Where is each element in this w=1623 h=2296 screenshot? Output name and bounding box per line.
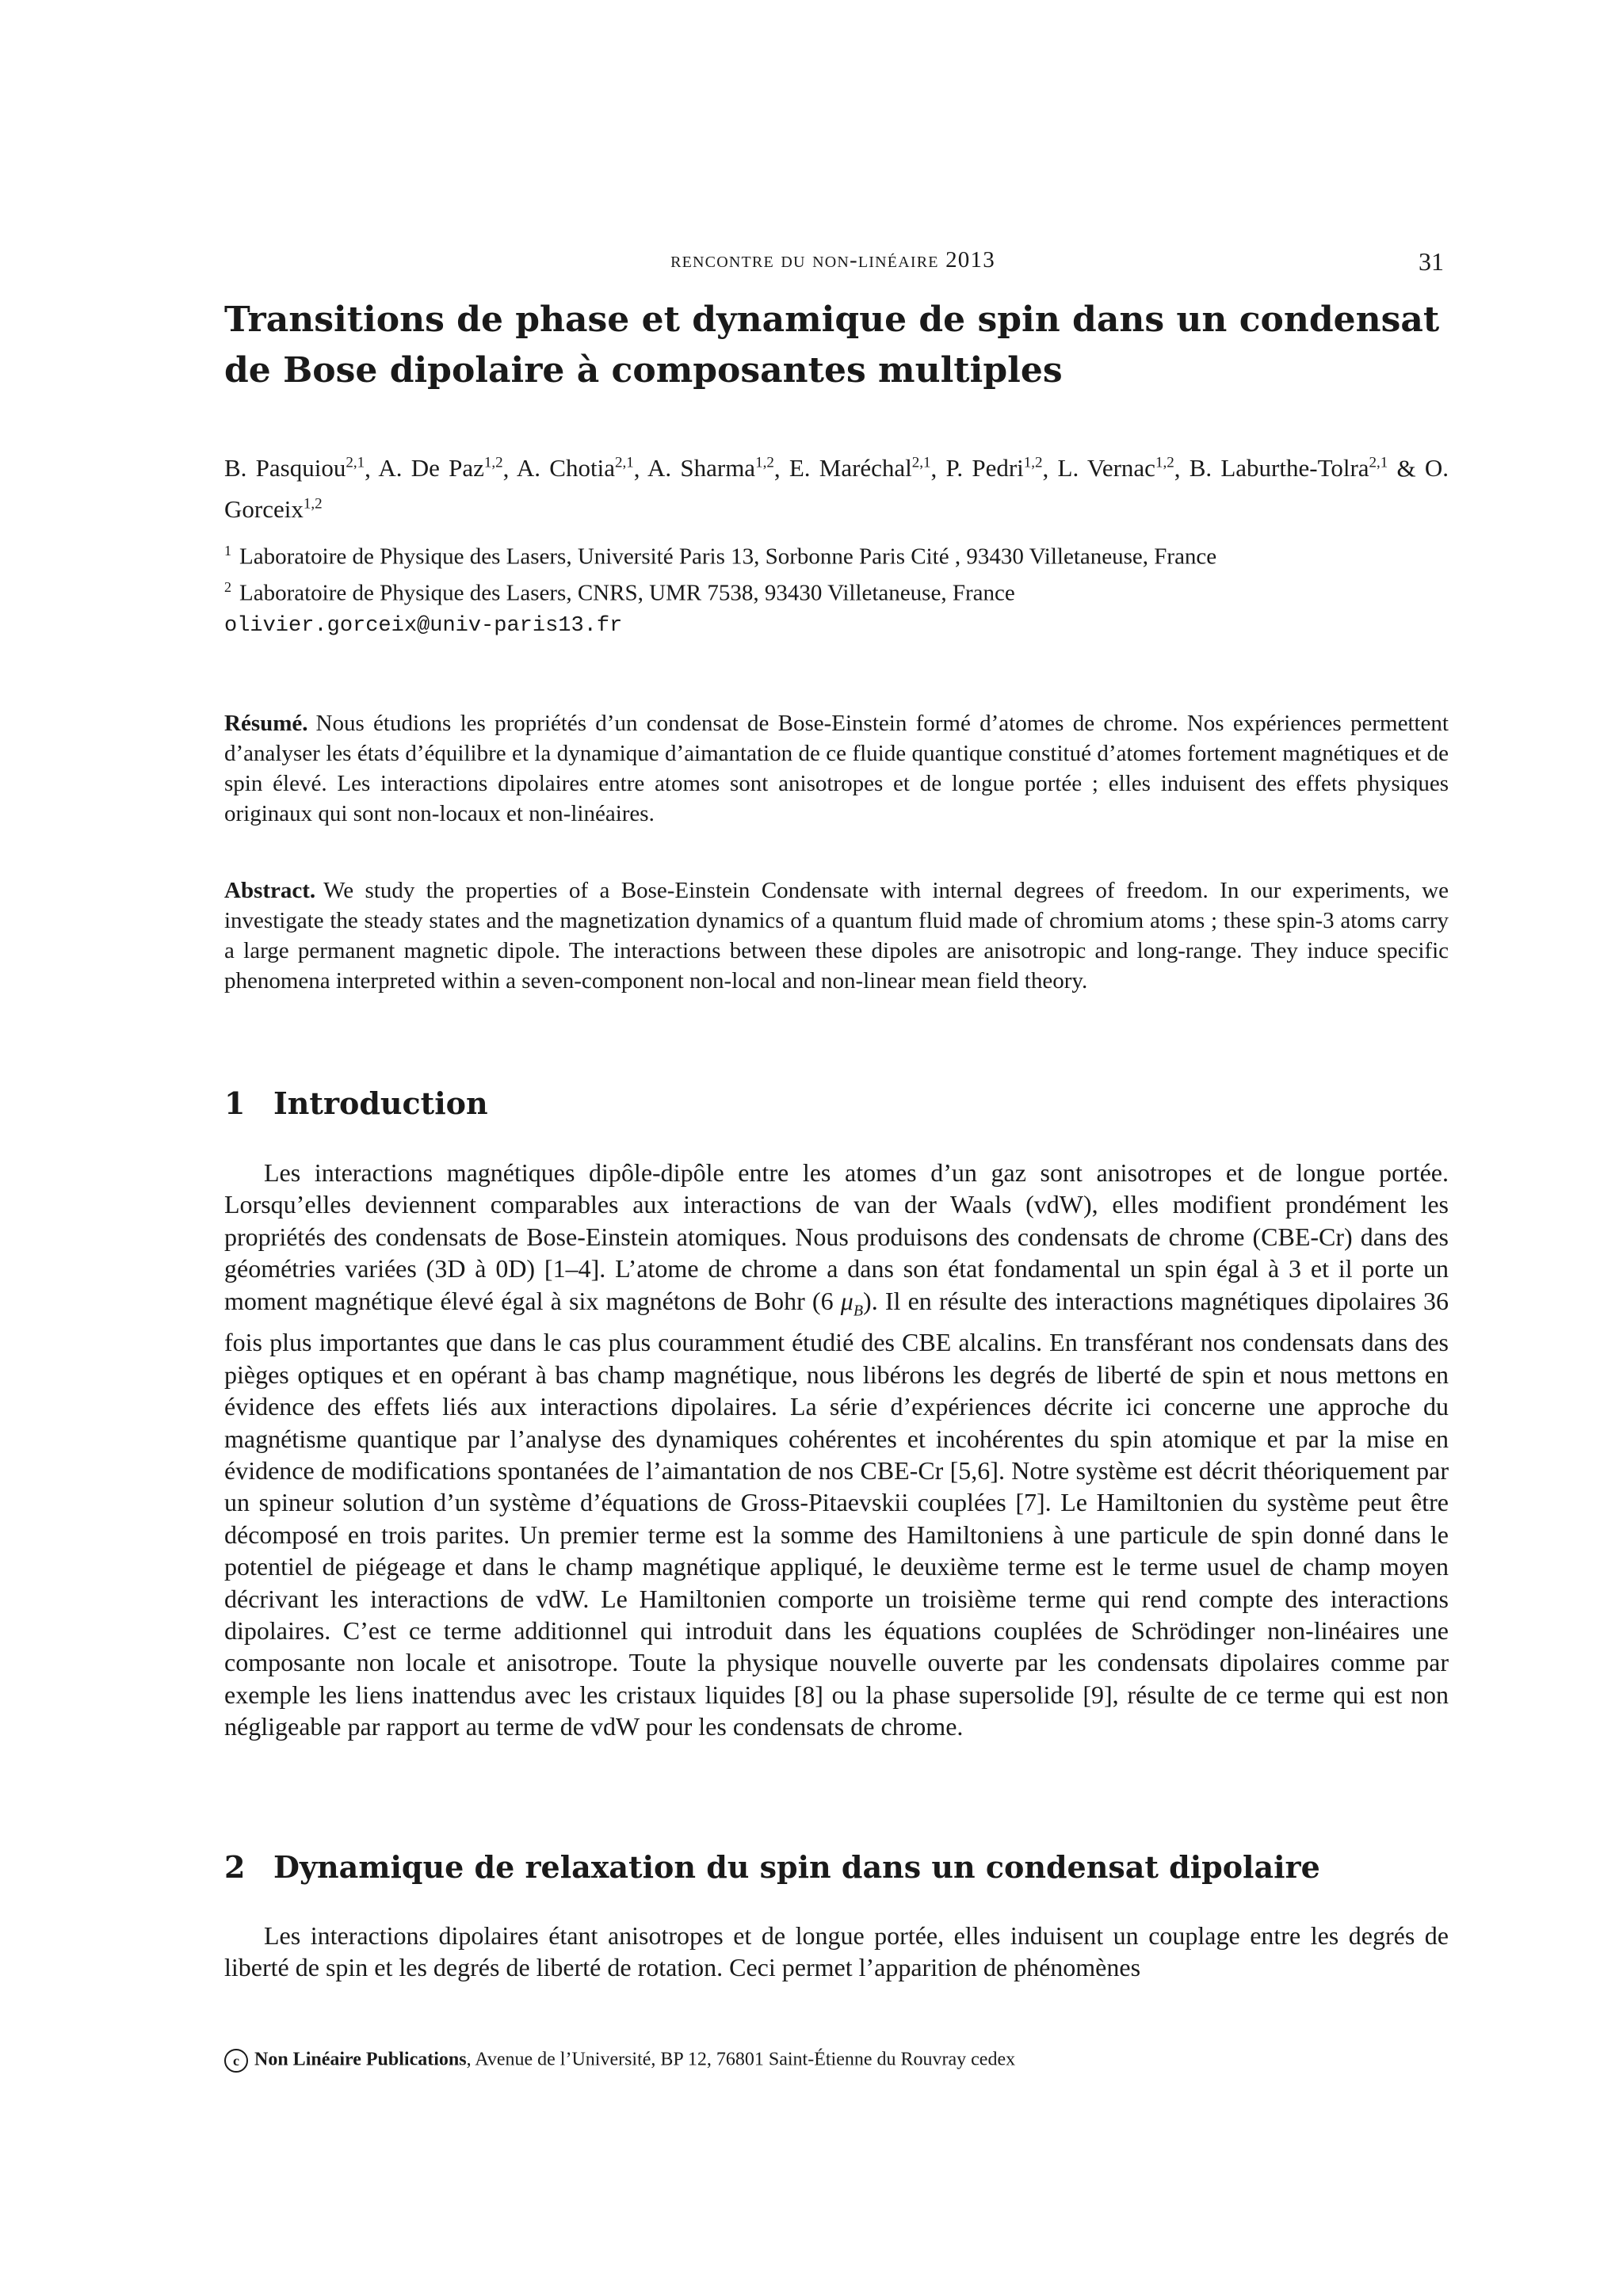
journal-name: rencontre du non-linéaire 2013	[670, 247, 995, 273]
publisher-address: , Avenue de l’Université, BP 12, 76801 Saint-Étienne du Rouvray cedex	[466, 2049, 1016, 2070]
author: A. Sharma$^{1,2}$	[647, 454, 774, 482]
introduction-paragraph: Les interactions magnétiques dipôle-dipôle entre les atomes d’un gaz sont anisotropes et de longue portée. Lorsqu’elles deviennent comparables aux interactions de van der Waals (vdW), elles modifient prondément les propriétés des condensats de Bose-Einstein atomiques. Nous produisons des condensats de chrome (CBE-Cr) dans des géométries variées (3D à 0D) [1–4]. L’atome de chrome a dans son état fondamental un spin égal à 3 et il porte un moment magnétique élevé égal à six magnétons de Bohr (6 $\mu_B$). Il en résulte des interactions magnétiques dipolaires 36 fois plus importantes que dans le cas plus couramment étudié des CBE alcalins. En transférant nos condensats dans des pièges optiques et en opérant à bas champ magnétique, nous libérons les degrés de liberté de spin et nous mettons en évidence des effets liés aux interactions dipolaires. La série d’expériences décrite ici concerne une approche du magnétisme quantique par l’analyse des dynamiques cohérentes et incohérentes du spin atomique et par la mise en évidence de modifications spontanées de l’aimantation de nos CBE-Cr [5,6]. Notre système est décrit théoriquement par un spineur solution d’un système d’équations de Gross-Pitaevskii couplées [7]. Le Hamiltonien du système peut être décomposé en trois parites. Un premier terme est la somme des Hamiltoniens à une particule de spin donné dans le potentiel de piégeage et dans le champ magnétique appliqué, le deuxième terme est le terme usuel de champ moyen décrivant les interactions de vdW. Le Hamiltonien comporte un troisième terme qui rend compte des interactions dipolaires. C’est ce terme additionnel qui introduit dans les équations couplées de Schrödinger non-linéaires une composante non locale et anisotrope. Toute la physique nouvelle ouverte par les condensats dipolaires comme par exemple les liens inattendus avec les cristaux liquides [8] ou la phase supersolide [9], résulte de ce terme qui est non négligeable par rapport au terme de vdW pour les condensats de chrome.	[224, 1158, 1449, 1741]
author: A. De Paz$^{1,2}$	[378, 454, 503, 482]
page-number: 31	[1419, 247, 1444, 276]
paper-title: Transitions de phase et dynamique de spin dans un condensat de Bose dipolaire à composantes multiples	[224, 299, 1440, 391]
resume-label: Résumé.	[224, 711, 308, 736]
author: E. Maréchal$^{2,1}$	[789, 454, 931, 482]
abstract-label: Abstract.	[224, 878, 316, 903]
author: P. Pedri$^{1,2}$	[945, 454, 1043, 482]
resume-block	[224, 708, 1449, 829]
author-list: B. Pasquiou$^{2,1}$, A. De Paz$^{1,2}$, A. Chotia$^{2,1}$, A. Sharma$^{1,2}$, E. Maréchal$^{2,1}$, P. Pedri$^{1,2}$, L. Vernac$^{1,2}$, B. Laburthe-Tolra$^{2,1}$ & O. Gorceix$^{1,2}$	[224, 454, 1449, 523]
section2-paragraph: Les interactions dipolaires étant anisotropes et de longue portée, elles induisent un couplage entre les degrés de liberté de spin et les degrés de liberté de rotation. Ceci permet l’apparition de phénomènes	[224, 1921, 1449, 1982]
author: O. Gorceix$^{1,2}$	[224, 454, 1449, 523]
abstract-text: We study the properties of a Bose-Einstein Condensate with internal degrees of freedom. In our experiments, we investigate the steady states and the magnetization dynamics of a quantum fluid made of chromium atoms ; these spin-3 atoms carry a large permanent magnetic dipole. The interactions between these dipoles are anisotropic and long-range. They induce specific phenomena interpreted within a seven-component non-local and non-linear mean field theory.	[224, 878, 1449, 994]
section-heading-dynamique: 2 Dynamique de relaxation du spin dans un condensat dipolaire	[224, 1849, 1320, 1885]
publisher-name: Non Linéaire Publications	[254, 2049, 467, 2070]
copyright-icon: c	[224, 2049, 248, 2073]
running-header	[222, 247, 1444, 282]
page-footer	[224, 2049, 1449, 2073]
affiliation: $^2$ Laboratoire de Physique des Lasers, CNRS, UMR 7538, 93430 Villetaneuse, France	[224, 578, 1015, 606]
author: L. Vernac$^{1,2}$	[1057, 454, 1174, 482]
author: B. Laburthe-Tolra$^{2,1}$	[1189, 454, 1388, 482]
resume-text: Nous étudions les propriétés d’un condensat de Bose-Einstein formé d’atomes de chrome. Nos expériences permettent d’analyser les états d’équilibre et la dynamique d’aimantation de ce fluide quantique constitué d’atomes fortement magnétiques et de spin élevé. Les interactions dipolaires entre atomes sont anisotropes et de longue portée ; elles induisent des effets physiques originaux qui sont non-locaux et non-linéaires.	[224, 711, 1449, 826]
author: B. Pasquiou$^{2,1}$	[224, 454, 365, 482]
abstract-block	[224, 875, 1449, 996]
author: A. Chotia$^{2,1}$	[516, 454, 634, 482]
section-heading-introduction: 1 Introduction	[224, 1085, 488, 1121]
affiliation: $^1$ Laboratoire de Physique des Lasers, Université Paris 13, Sorbonne Paris Cité , 93430 Villetaneuse, France	[224, 543, 1217, 570]
affiliations	[224, 536, 1449, 641]
contact-email[interactable]: olivier.gorceix@univ-paris13.fr	[224, 614, 623, 639]
